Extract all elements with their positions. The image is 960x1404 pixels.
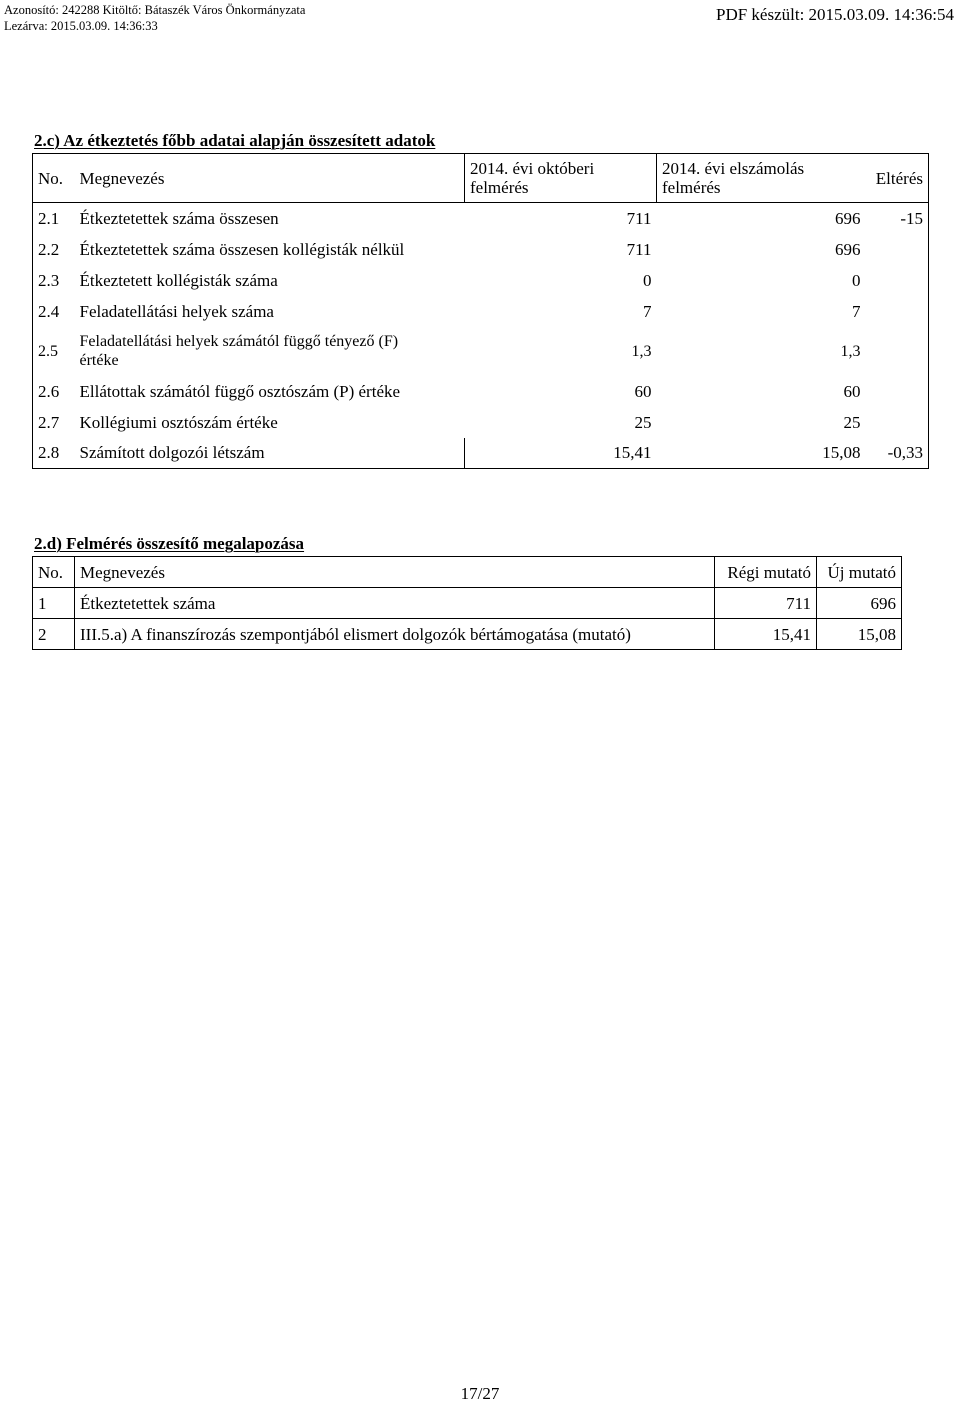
row-no: 2.4 bbox=[33, 296, 75, 327]
row-no: 2.8 bbox=[33, 438, 75, 469]
row-no: 2.3 bbox=[33, 265, 75, 296]
row-name: Étkeztetett kollégisták száma bbox=[79, 270, 278, 290]
row-oct: 711 bbox=[626, 239, 652, 259]
row-diff bbox=[866, 234, 929, 265]
row-oct: 60 bbox=[634, 381, 652, 401]
header-identifier: Azonosító: 242288 Kitöltő: Bátaszék Város Önkormányzata bbox=[4, 3, 306, 17]
col-header-no: No. bbox=[33, 154, 75, 203]
row-no: 2.5 bbox=[33, 327, 75, 376]
row-diff bbox=[866, 407, 929, 438]
table-row bbox=[33, 203, 929, 234]
row-name: Étkeztetettek száma összesen kollégisták nélkül bbox=[79, 239, 405, 259]
col-header-name: Megnevezés bbox=[75, 557, 715, 588]
row-acc: 25 bbox=[843, 412, 861, 432]
col-header-diff: Eltérés bbox=[866, 154, 929, 203]
row-old: 15,41 bbox=[715, 619, 817, 650]
col-header-oct bbox=[465, 154, 657, 203]
col-header-acc-line2: felmérés bbox=[662, 178, 721, 197]
table-row bbox=[33, 327, 929, 376]
table-row bbox=[33, 588, 902, 619]
row-new: 15,08 bbox=[817, 619, 902, 650]
row-name-line1: Feladatellátási helyek számától függő tényező (F) bbox=[79, 333, 399, 350]
row-name: III.5.a) A finanszírozás szempontjából elismert dolgozók bértámogatása (mutató) bbox=[75, 619, 715, 650]
row-oct: 15,41 bbox=[465, 438, 657, 469]
row-diff bbox=[866, 265, 929, 296]
table-row bbox=[33, 296, 929, 327]
row-new: 696 bbox=[817, 588, 902, 619]
col-header-acc-line1: 2014. évi elszámolás bbox=[662, 159, 805, 178]
row-no: 2.7 bbox=[33, 407, 75, 438]
section-c-table bbox=[32, 153, 929, 469]
section-c-title: 2.c) Az étkeztetés főbb adatai alapján összesített adatok bbox=[34, 131, 436, 150]
col-header-acc bbox=[657, 154, 866, 203]
row-name: Étkeztetettek száma bbox=[75, 588, 715, 619]
row-name: Kollégiumi osztószám értéke bbox=[79, 412, 278, 432]
header-pdf-created: PDF készült: 2015.03.09. 14:36:54 bbox=[715, 5, 954, 24]
row-diff: -15 bbox=[866, 203, 929, 234]
section-d-table bbox=[32, 556, 902, 650]
row-acc: 60 bbox=[843, 381, 861, 401]
row-oct: 25 bbox=[634, 412, 652, 432]
table-row bbox=[33, 376, 929, 407]
row-acc: 15,08 bbox=[657, 438, 866, 469]
row-no: 2.1 bbox=[33, 203, 75, 234]
row-oct: 7 bbox=[643, 301, 652, 321]
col-header-oct-line2: felmérés bbox=[470, 178, 529, 197]
row-diff bbox=[866, 327, 929, 376]
row-acc: 696 bbox=[835, 239, 861, 259]
row-acc: 1,3 bbox=[840, 342, 861, 360]
row-name-line2: értéke bbox=[79, 352, 119, 369]
col-header-new: Új mutató bbox=[817, 557, 902, 588]
col-header-name: Megnevezés bbox=[75, 154, 465, 203]
row-name bbox=[75, 327, 465, 376]
row-acc: 696 bbox=[657, 203, 866, 234]
document-header-info bbox=[4, 2, 305, 34]
row-diff: -0,33 bbox=[866, 438, 929, 469]
page-number: 17/27 bbox=[460, 1384, 500, 1403]
header-closed-date: Lezárva: 2015.03.09. 14:36:33 bbox=[4, 19, 158, 33]
row-diff bbox=[866, 376, 929, 407]
row-name: Feladatellátási helyek száma bbox=[79, 301, 274, 321]
row-no: 1 bbox=[33, 588, 75, 619]
row-name: Étkeztetettek száma összesen bbox=[75, 203, 465, 234]
row-diff bbox=[866, 296, 929, 327]
table-header-row bbox=[33, 557, 902, 588]
row-no: 2.6 bbox=[33, 376, 75, 407]
col-header-oct-line1: 2014. évi októberi bbox=[470, 159, 595, 178]
row-no: 2.2 bbox=[33, 234, 75, 265]
row-acc: 0 bbox=[852, 270, 861, 290]
section-d-title: 2.d) Felmérés összesítő megalapozása bbox=[34, 534, 305, 553]
table-row bbox=[33, 265, 929, 296]
table-row bbox=[33, 438, 929, 469]
table-row bbox=[33, 234, 929, 265]
col-header-old: Régi mutató bbox=[715, 557, 817, 588]
row-oct: 711 bbox=[465, 203, 657, 234]
row-name: Ellátottak számától függő osztószám (P) értéke bbox=[79, 381, 401, 401]
table-row bbox=[33, 407, 929, 438]
table-row bbox=[33, 619, 902, 650]
row-old: 711 bbox=[715, 588, 817, 619]
col-header-no: No. bbox=[33, 557, 75, 588]
row-oct: 0 bbox=[643, 270, 652, 290]
row-acc: 7 bbox=[852, 301, 861, 321]
row-oct: 1,3 bbox=[631, 342, 652, 360]
row-name: Számított dolgozói létszám bbox=[75, 438, 465, 469]
row-no: 2 bbox=[33, 619, 75, 650]
table-header-row bbox=[33, 154, 929, 203]
